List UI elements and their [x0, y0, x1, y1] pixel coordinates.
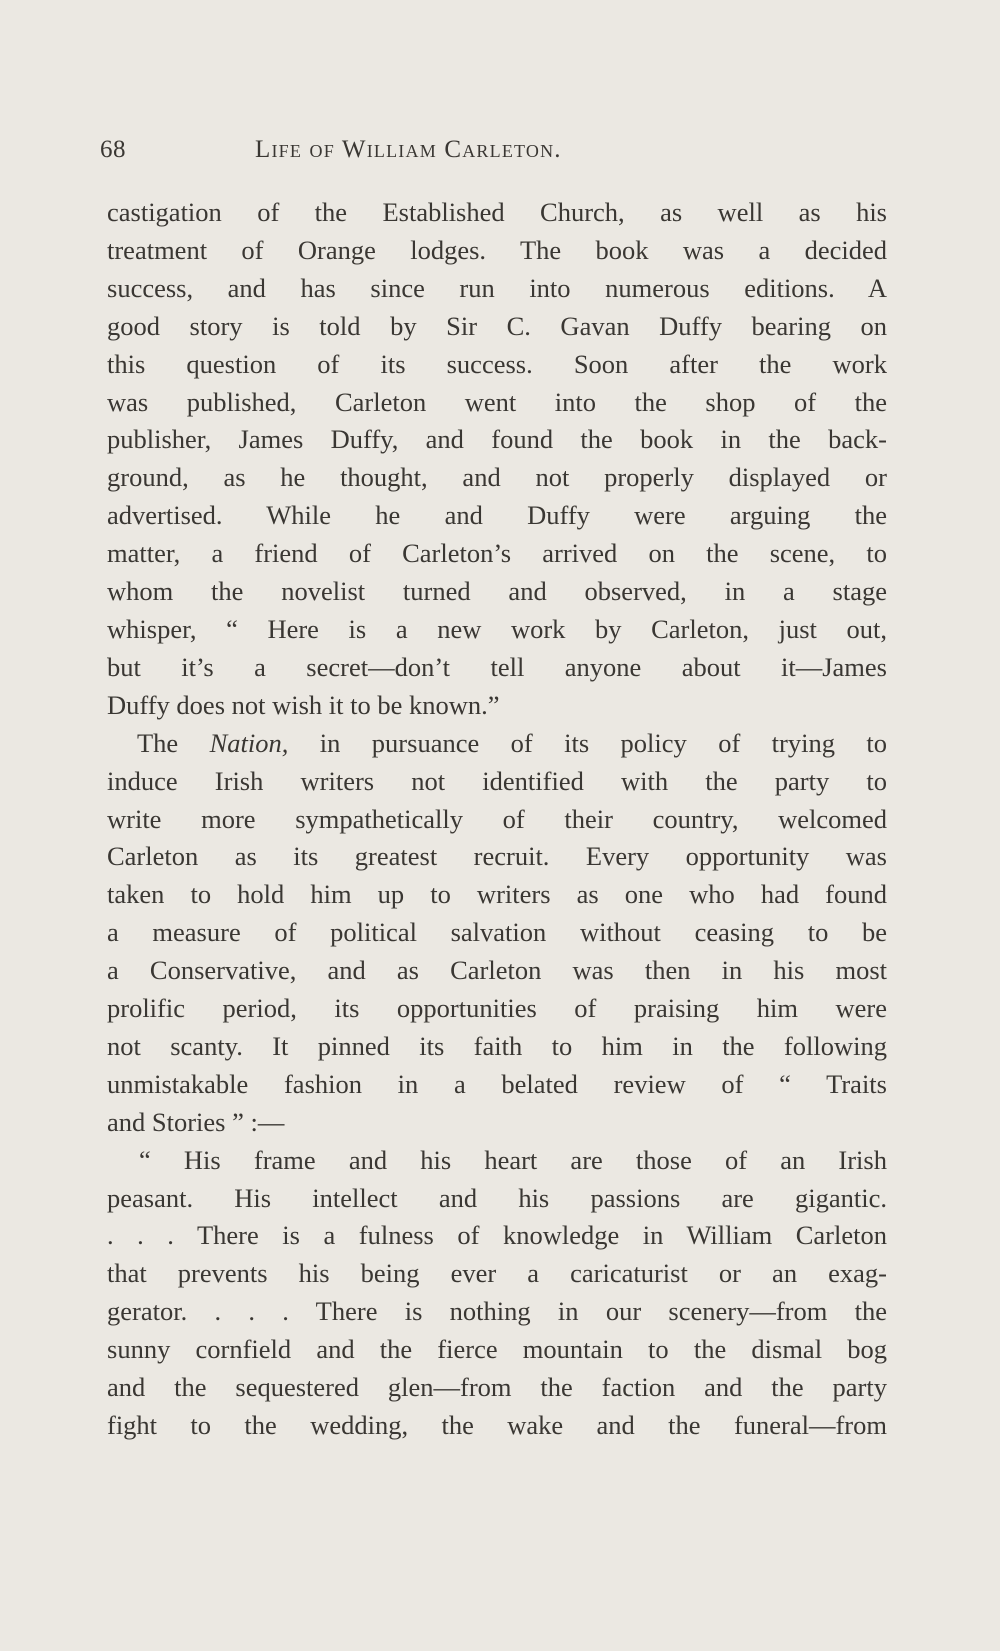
- text-line: publisher, James Duffy, and found the book in the back-: [107, 424, 887, 455]
- page-number: 68: [100, 136, 126, 163]
- text-line: fight to the wedding, the wake and the funeral—from: [107, 1410, 887, 1440]
- text-line: taken to hold him up to writers as one who had found: [107, 879, 887, 910]
- running-title: Life of William Carleton.: [255, 136, 562, 163]
- text-line: [107, 725, 887, 763]
- text-line: not scanty. It pinned its faith to him in the following: [107, 1030, 887, 1061]
- text-line: advertised. While he and Duffy were arguing the: [107, 500, 887, 531]
- text-line: good story is told by Sir C. Gavan Duffy bearing on: [107, 310, 887, 341]
- text-line: ground, as he thought, and not properly displayed or: [107, 462, 887, 493]
- text-line: was published, Carleton went into the shop of the: [107, 386, 887, 417]
- publication-title: Nation,: [209, 727, 289, 758]
- text-line: Carleton as its greatest recruit. Every opportunity was: [107, 841, 887, 872]
- text-line: matter, a friend of Carleton’s arrived on the scene, to: [107, 538, 887, 569]
- text-line: that prevents his being ever a caricaturist or an exag-: [107, 1258, 887, 1289]
- text-line: peasant. His intellect and his passions are gigantic.: [107, 1182, 887, 1213]
- text-line: and the sequestered glen—from the faction and the party: [107, 1372, 887, 1403]
- text-line: . . . There is a fulness of knowledge in William Carleton: [107, 1220, 887, 1251]
- text-line: treatment of Orange lodges. The book was a decided: [107, 234, 887, 265]
- text-line: a measure of political salvation without ceasing to be: [107, 917, 887, 948]
- paragraph-1: [107, 194, 887, 725]
- text-run: The: [137, 727, 210, 758]
- text-line: whom the novelist turned and observed, in a stage: [107, 576, 887, 607]
- text-line: but it’s a secret—don’t tell anyone about it—James: [107, 651, 887, 682]
- text-line: a Conservative, and as Carleton was then in his most: [107, 955, 887, 986]
- body-text: [107, 194, 887, 1445]
- paragraph-2: [107, 725, 887, 1142]
- text-line: whisper, “ Here is a new work by Carleton, just out,: [107, 613, 887, 644]
- text-line: and Stories ” :—: [107, 1106, 285, 1137]
- text-line: success, and has since run into numerous editions. A: [107, 272, 887, 303]
- text-line: “ His frame and his heart are those of an Irish: [139, 1144, 887, 1175]
- text-line: sunny cornfield and the fierce mountain to the dismal bog: [107, 1334, 887, 1365]
- text-line: write more sympathetically of their country, welcomed: [107, 803, 887, 834]
- text-line: gerator. . . . There is nothing in our scenery—from the: [107, 1296, 887, 1327]
- text-line: unmistakable fashion in a belated review of “ Traits: [107, 1068, 887, 1099]
- text-line: this question of its success. Soon after the work: [107, 348, 887, 379]
- text-line: induce Irish writers not identified with the party to: [107, 765, 887, 796]
- page-header: [100, 132, 888, 172]
- paragraph-3-quotation: [107, 1142, 887, 1445]
- text-run: in pursuance of its policy of trying to: [288, 727, 887, 758]
- text-line: Duffy does not wish it to be known.”: [107, 689, 500, 720]
- text-line: prolific period, its opportunities of praising him were: [107, 993, 887, 1024]
- text-line: castigation of the Established Church, as well as his: [107, 197, 887, 227]
